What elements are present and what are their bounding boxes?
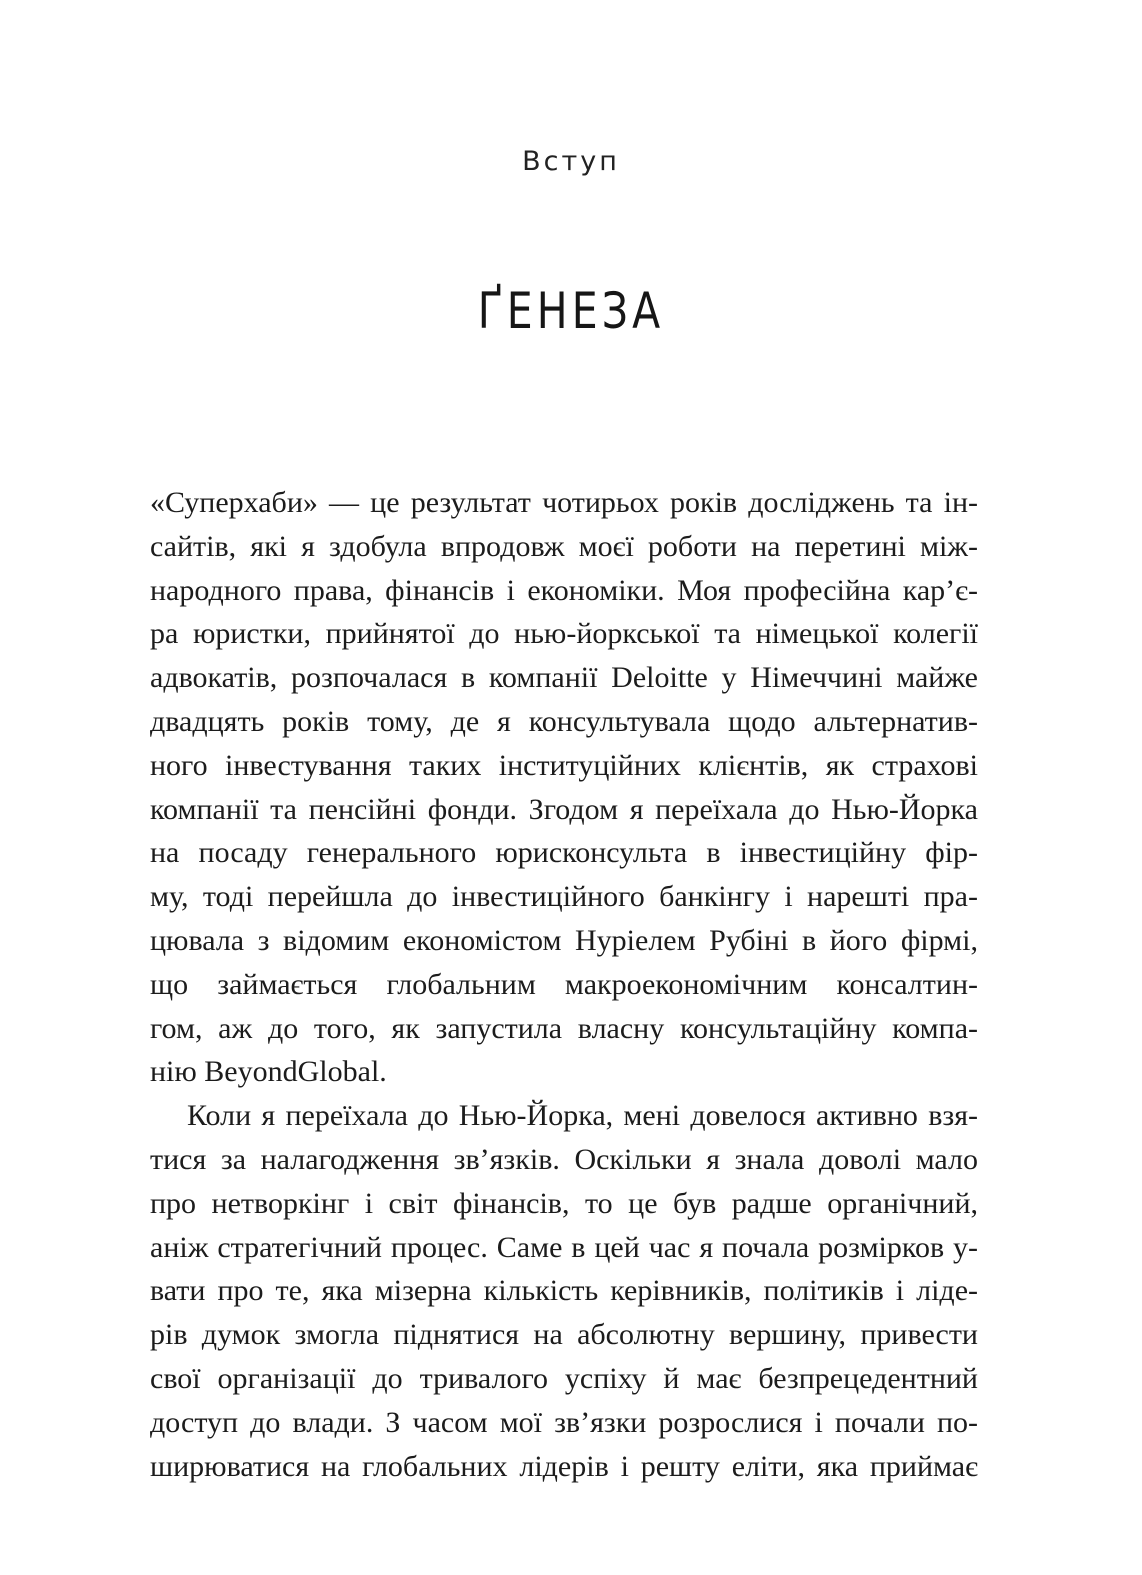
text-line: сайтів, які я здобула впродовж моєї роботи на перетині між- xyxy=(150,529,978,563)
text-line: доступ до влади. З часом мої зв’язки розрослися і почали по- xyxy=(150,1405,978,1439)
text-line: компанії та пенсійні фонди. Згодом я переїхала до Нью-Йорка xyxy=(150,792,978,826)
chapter-label: Вступ xyxy=(522,146,620,177)
body-text xyxy=(150,481,978,1488)
text-line: «Суперхаби» — це результат чотирьох років досліджень та ін- xyxy=(150,486,978,519)
text-line: про нетворкінг і світ фінансів, то це був радше органічний, xyxy=(150,1186,978,1220)
text-line: нію BeyondGlobal. xyxy=(150,1055,387,1089)
text-line: ширюватися на глобальних лідерів і решту еліти, яка приймає xyxy=(150,1449,978,1483)
text-line: гом, аж до того, як запустила власну консультаційну компа- xyxy=(150,1011,978,1045)
text-line: на посаду генерального юрисконсульта в інвестиційну фір- xyxy=(150,836,978,870)
text-line: ра юристки, прийнятої до нью-йоркської та німецької колегії xyxy=(150,617,978,651)
chapter-title: ҐЕНЕЗА xyxy=(477,282,665,340)
text-line: свої організації до тривалого успіху й має безпрецедентний xyxy=(150,1361,978,1395)
text-line: вати про те, яка мізерна кількість керівників, політиків і ліде- xyxy=(150,1274,978,1308)
paragraph-2 xyxy=(150,1094,978,1488)
text-line: рів думок змогла піднятися на абсолютну вершину, привести xyxy=(150,1318,978,1352)
text-line: народного права, фінансів і економіки. Моя професійна кар’є- xyxy=(150,573,978,607)
text-line: двадцять років тому, де я консультувала щодо альтернатив- xyxy=(150,704,978,738)
text-line: цювала з відомим економістом Нуріелем Рубіні в його фірмі, xyxy=(150,923,978,957)
text-line: Коли я переїхала до Нью-Йорка, мені довелося активно взя- xyxy=(187,1099,978,1133)
text-line: адвокатів, розпочалася в компанії Deloitte у Німеччині майже xyxy=(150,661,978,695)
text-line: аніж стратегічний процес. Саме в цей час я почала розмірков у- xyxy=(150,1230,978,1264)
text-line: му, тоді перейшла до інвестиційного банкінгу і нарешті пра- xyxy=(150,880,978,914)
text-line: тися за налагодження зв’язків. Оскільки я знала доволі мало xyxy=(150,1142,978,1176)
text-line: що займається глобальним макроекономічним консалтин- xyxy=(150,967,978,1001)
text-line: ного інвестування таких інституційних клієнтів, як страхові xyxy=(150,748,978,782)
paragraph-1 xyxy=(150,481,978,1094)
